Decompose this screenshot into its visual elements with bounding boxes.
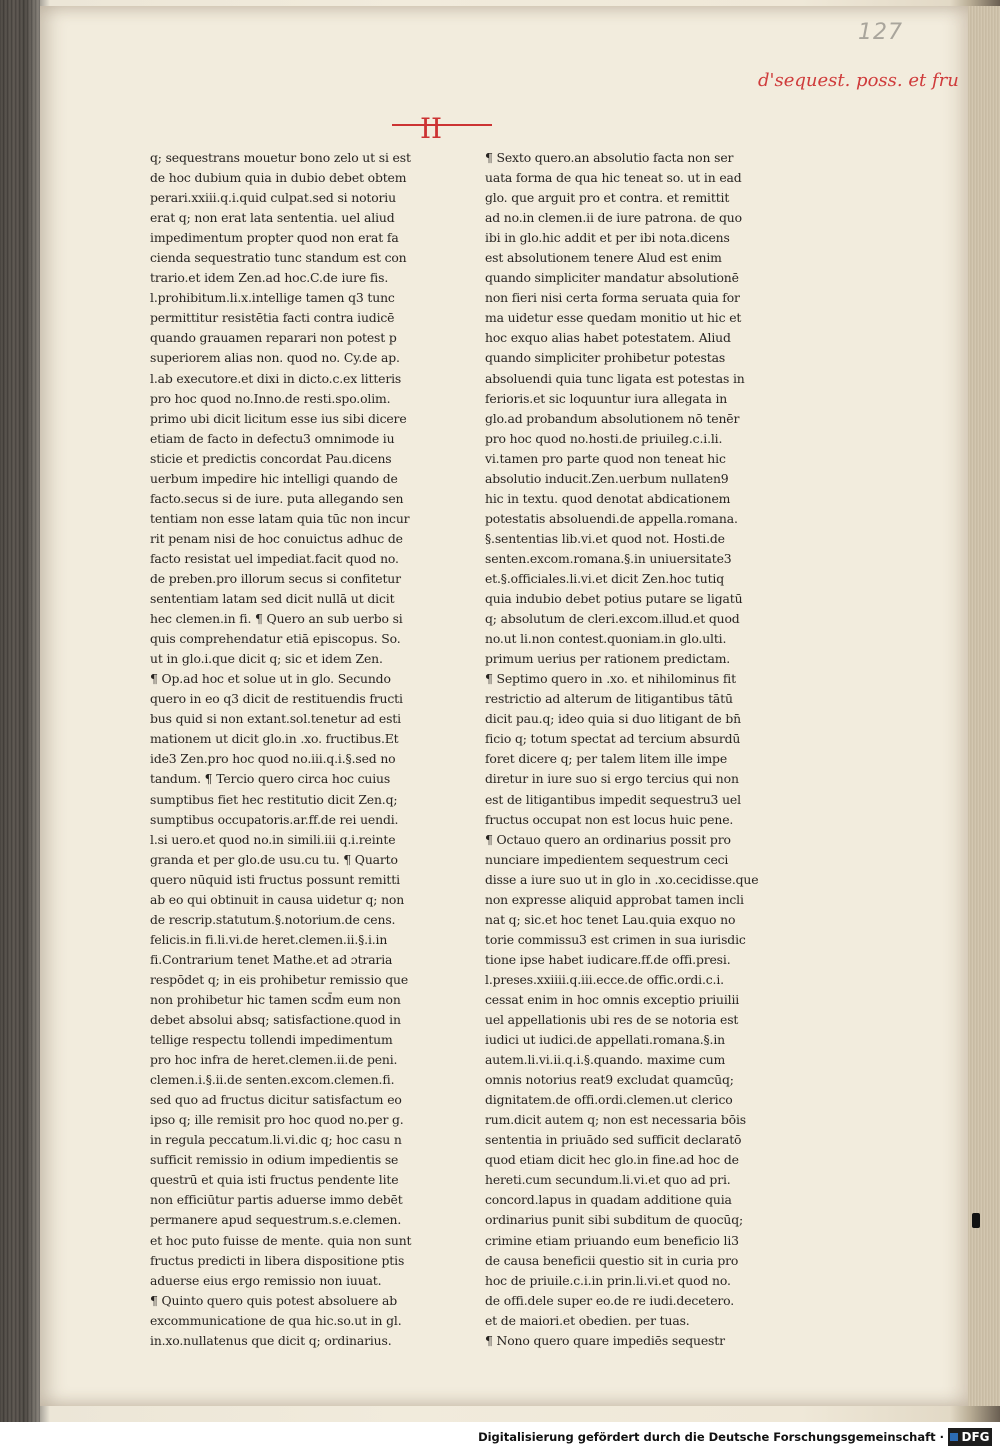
text-line: respōdet q; in eis prohibetur remissio que [150, 971, 409, 987]
text-line: mationem ut dicit glo.in .xo. fructibus.Et [150, 731, 399, 747]
text-line: quando simpliciter mandatur absolutionē [485, 270, 739, 286]
text-line: ¶ Quinto quero quis potest absoluere ab [150, 1292, 398, 1308]
text-line: bus quid si non extant.sol.tenetur ad esti [150, 711, 401, 727]
text-line: primo ubi dicit licitum esse ius sibi dicere [150, 410, 407, 426]
text-line: permittitur resistētia facti contra iudicē [150, 310, 395, 326]
text-line: restrictio ad alterum de litigantibus tātū [485, 691, 733, 707]
text-line: absolutio inducit.Zen.uerbum nullaten9 [485, 470, 729, 486]
text-line: glo. que arguit pro et contra. et remittit [485, 190, 730, 206]
text-line: ordinarius punit sibi subditum de quocūq; [485, 1212, 743, 1228]
text-line: quis comprehendatur etiā episcopus. So. [150, 631, 401, 647]
text-line: primum uerius per rationem predictam. [485, 651, 731, 667]
text-line: l.ab executore.et dixi in dicto.c.ex litteris [150, 370, 402, 386]
text-line: sufficit remissio in odium impedientis se [150, 1152, 399, 1168]
text-line: crimine etiam priuando eum beneficio li3 [485, 1232, 739, 1248]
text-line: aduerse eius ergo remissio non iuuat. [150, 1272, 382, 1288]
text-line: nat q; sic.et hoc tenet Lau.quia exquo no [485, 911, 736, 927]
text-line: hic in textu. quod denotat abdicationem [485, 490, 731, 506]
book-spine-edge [0, 0, 40, 1453]
text-line: iudici ut iudici.de appellati.romana.§.in [485, 1032, 725, 1048]
text-line: et de maiori.et obedien. per tuas. [485, 1312, 690, 1328]
text-line: quero nūquid isti fructus possunt remitti [150, 871, 400, 887]
text-line: disse a iure suo ut in glo in .xo.cecidisse.que [485, 871, 759, 887]
text-line: de hoc dubium quia in dubio debet obtem [150, 170, 407, 186]
dfg-logo [948, 1428, 992, 1446]
text-line: dicit pau.q; ideo quia si duo litigant de bn̄ [485, 711, 741, 727]
rubric-numeral: II [420, 112, 443, 145]
text-line: trario.et idem Zen.ad hoc.C.de iure fis. [150, 270, 389, 286]
text-line: in.xo.nullatenus que dicit q; ordinarius. [150, 1332, 392, 1348]
text-line: ¶ Nono quero quare impediēs sequestr [485, 1332, 725, 1348]
text-line: autem.li.vi.ii.q.i.§.quando. maxime cum [485, 1052, 726, 1068]
rubric-underline [392, 124, 492, 126]
text-line: ut in glo.i.que dicit q; sic et idem Zen. [150, 651, 383, 667]
text-line: omnis notorius reat9 excludat quamcūq; [485, 1072, 734, 1088]
text-line: et.§.officiales.li.vi.et dicit Zen.hoc tutiq [485, 570, 725, 586]
text-line: ficio q; totum spectat ad tercium absurdū [485, 731, 741, 747]
text-line: questrū et quia isti fructus pendente lite [150, 1172, 399, 1188]
text-line: pro hoc quod no.hosti.de priuileg.c.i.li. [485, 430, 723, 446]
text-line: cienda sequestratio tunc standum est con [150, 250, 407, 266]
text-line: pro hoc quod no.Inno.de resti.spo.olim. [150, 390, 391, 406]
text-line: concord.lapus in quadam additione quia [485, 1192, 732, 1208]
text-line: impedimentum propter quod non erat fa [150, 230, 399, 246]
text-line: fructus predicti in libera dispositione ptis [150, 1252, 405, 1268]
text-line: rit penam nisi de hoc conuictus adhuc de [150, 530, 403, 546]
text-line: de offi.dele super eo.de re iudi.decetero. [485, 1292, 735, 1308]
text-line: sed quo ad fructus dicitur satisfactum eo [150, 1092, 402, 1108]
text-line: est absolutionem tenere Alud est enim [485, 250, 722, 266]
page-marker [972, 1213, 980, 1228]
text-line: no.ut li.non contest.quoniam.in glo.ulti. [485, 631, 727, 647]
text-line: vi.tamen pro parte quod non teneat hic [485, 450, 726, 466]
text-line: est de litigantibus impedit sequestru3 uel [485, 791, 741, 807]
text-line: cessat enim in hoc omnis exceptio priuilii [485, 991, 740, 1007]
text-line: clemen.i.§.ii.de senten.excom.clemen.fi. [150, 1072, 395, 1088]
text-line: granda et per glo.de usu.cu tu. ¶ Quarto [150, 851, 398, 867]
text-line: excommunicatione de qua hic.so.ut in gl. [150, 1312, 402, 1328]
text-line: ipso q; ille remisit pro hoc quod no.per g. [150, 1112, 404, 1128]
text-line: torie commissu3 est crimen in sua iurisdic [485, 931, 746, 947]
text-line: et hoc puto fuisse de mente. quia non sunt [150, 1232, 412, 1248]
text-line: ide3 Zen.pro hoc quod no.iii.q.i.§.sed no [150, 751, 396, 767]
rubric-heading [420, 112, 442, 145]
text-line: foret dicere q; per talem litem ille impe [485, 751, 728, 767]
text-line: tione ipse habet iudicare.ff.de offi.presi. [485, 951, 731, 967]
footer-bar [0, 1422, 1000, 1453]
dfg-logo-square-icon [950, 1433, 958, 1441]
text-line: sticie et predictis concordat Pau.dicens [150, 450, 392, 466]
text-line: ¶ Septimo quero in .xo. et nihilominus fit [485, 671, 736, 687]
folio-number: 127 [858, 20, 903, 45]
text-line: hoc exquo alias habet potestatem. Aliud [485, 330, 731, 346]
text-line: quero in eo q3 dicit de restituendis fructi [150, 691, 403, 707]
page-fore-edge [968, 6, 1000, 1406]
text-line: de causa beneficii questio sit in curia pro [485, 1252, 739, 1268]
text-line: quando grauamen reparari non potest p [150, 330, 397, 346]
text-line: fructus occupat non est locus huic pene. [485, 811, 734, 827]
text-line: l.si uero.et quod no.in simili.iii q.i.reinte [150, 831, 396, 847]
text-line: de preben.pro illorum secus si confitetur [150, 570, 401, 586]
dfg-logo-label: DFG [961, 1430, 990, 1444]
text-line: non prohibetur hic tamen scd̄m eum non [150, 991, 401, 1007]
text-line: ab eo qui obtinuit in causa uidetur q; non [150, 891, 405, 907]
text-line: ad no.in clemen.ii de iure patrona. de quo [485, 210, 742, 226]
text-line: non efficiūtur partis aduerse immo debēt [150, 1192, 403, 1208]
text-line: potestatis absoluendi.de appella.romana. [485, 510, 738, 526]
text-line: non expresse aliquid approbat tamen incli [485, 891, 744, 907]
text-line: debet absolui absq; satisfactione.quod in [150, 1012, 401, 1028]
text-line: in regula peccatum.li.vi.dic q; hoc casu n [150, 1132, 402, 1148]
text-line: uel appellationis ubi res de se notoria est [485, 1012, 739, 1028]
text-line: absoluendi quia tunc ligata est potestas in [485, 370, 745, 386]
text-line: sumptibus occupatoris.ar.ff.de rei uendi. [150, 811, 399, 827]
text-line: sumptibus fiet hec restitutio dicit Zen.q; [150, 791, 398, 807]
text-line: glo.ad probandum absolutionem nō tenēr [485, 410, 740, 426]
text-line: dignitatem.de offi.ordi.clemen.ut clerico [485, 1092, 733, 1108]
text-line: q; absolutum de cleri.excom.illud.et quod [485, 611, 740, 627]
right-text-column [485, 148, 785, 1351]
text-line: rum.dicit autem q; non est necessaria bōis [485, 1112, 747, 1128]
text-line: uata forma de qua hic teneat so. ut in ead [485, 170, 742, 186]
marginal-note: d'sequest. poss. et fru [758, 70, 959, 91]
text-line: sententia in priuādo sed sufficit declaratō [485, 1132, 742, 1148]
text-line: quia indubio debet potius putare se ligatū [485, 591, 743, 607]
text-line: tellige respectu tollendi impedimentum [150, 1032, 393, 1048]
text-line: hec clemen.in fi. ¶ Quero an sub uerbo si [150, 611, 403, 627]
text-line: fi.Contrarium tenet Mathe.et ad ɔtraria [150, 951, 393, 967]
text-line: ¶ Op.ad hoc et solue ut in glo. Secundo [150, 671, 391, 687]
text-line: ibi in glo.hic addit et per ibi nota.dicens [485, 230, 730, 246]
text-line: senten.excom.romana.§.in uniuersitate3 [485, 550, 732, 566]
left-text-column [150, 148, 450, 1351]
text-line: quando simpliciter prohibetur potestas [485, 350, 726, 366]
text-line: pro hoc infra de heret.clemen.ii.de peni. [150, 1052, 398, 1068]
text-line: de rescrip.statutum.§.notorium.de cens. [150, 911, 396, 927]
text-line: felicis.in fi.li.vi.de heret.clemen.ii.§.i.in [150, 931, 388, 947]
text-line: nunciare impedientem sequestrum ceci [485, 851, 729, 867]
text-line: q; sequestrans mouetur bono zelo ut si est [150, 150, 411, 165]
text-line: hereti.cum secundum.li.vi.et quo ad pri. [485, 1172, 731, 1188]
text-line: sententiam latam sed dicit nullā ut dicit [150, 591, 395, 607]
text-line: uerbum impedire hic intelligi quando de [150, 470, 398, 486]
text-line: non fieri nisi certa forma seruata quia for [485, 290, 740, 306]
text-line: §.sententias lib.vi.et quod not. Hosti.de [485, 530, 725, 546]
text-line: etiam de facto in defectu3 omnimode iu [150, 430, 395, 446]
text-line: tandum. ¶ Tercio quero circa hoc cuius [150, 771, 391, 787]
text-line: l.prohibitum.li.x.intellige tamen q3 tunc [150, 290, 395, 306]
text-line: ¶ Sexto quero.an absolutio facta non ser [485, 150, 734, 165]
text-line: facto resistat uel impediat.facit quod no. [150, 550, 399, 566]
text-line: hoc de priuile.c.i.in prin.li.vi.et quod no. [485, 1272, 731, 1288]
text-line: diretur in iure suo si ergo tercius qui non [485, 771, 739, 787]
text-line: superiorem alias non. quod no. Cy.de ap. [150, 350, 400, 366]
text-line: permanere apud sequestrum.s.e.clemen. [150, 1212, 402, 1228]
footer-credit: Digitalisierung gefördert durch die Deutsche Forschungsgemeinschaft · [478, 1430, 944, 1444]
text-line: ¶ Octauo quero an ordinarius possit pro [485, 831, 731, 847]
text-line: perari.xxiii.q.i.quid culpat.sed si notoriu [150, 190, 396, 206]
text-line: quod etiam dicit hec glo.in fine.ad hoc de [485, 1152, 739, 1168]
text-line: ma uidetur esse quedam monitio ut hic et [485, 310, 742, 326]
text-line: tentiam non esse latam quia tūc non incur [150, 510, 410, 526]
text-line: erat q; non erat lata sententia. uel aliud [150, 210, 395, 226]
text-line: l.preses.xxiiii.q.iii.ecce.de offic.ordi.c.i. [485, 971, 724, 987]
text-line: ferioris.et sic loquuntur iura allegata in [485, 390, 728, 406]
text-line: facto.secus si de iure. puta allegando sen [150, 490, 404, 506]
